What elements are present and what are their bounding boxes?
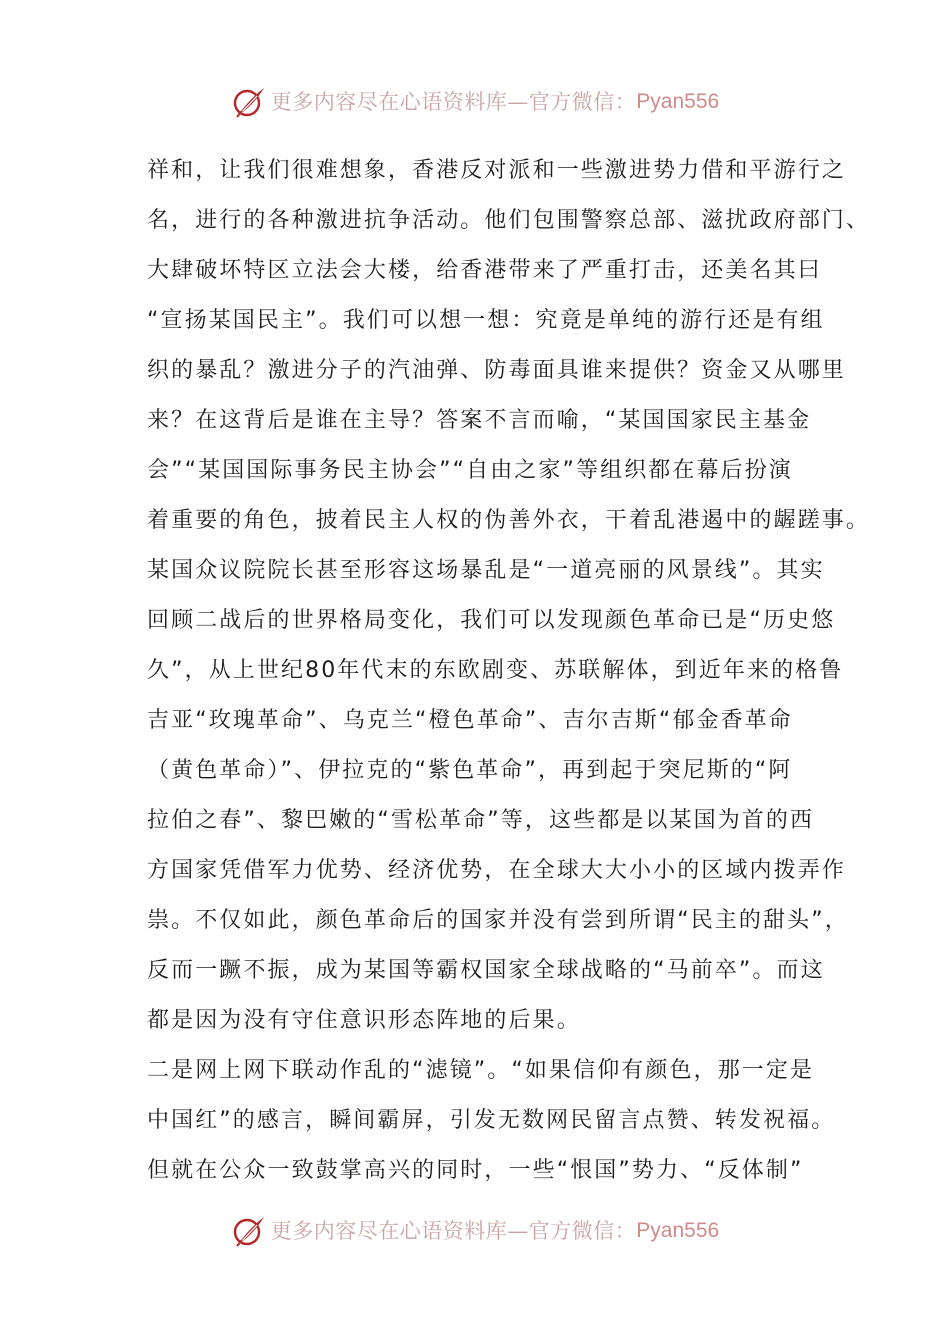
quill-logo-icon bbox=[231, 84, 267, 120]
body-line: 但就在公众一致鼓掌高兴的同时，一些“恨国”势力、“反体制” bbox=[147, 1158, 804, 1183]
body-line: 某国众议院院长甚至形容这场暴乱是“一道亮丽的风景线”。其实 bbox=[147, 558, 825, 583]
body-line: 来？在这背后是谁在主导？答案不言而喻，“某国国家民主基金 bbox=[147, 408, 812, 433]
body-line: 会”“某国国际事务民主协会”“自由之家”等组织都在幕后扮演 bbox=[147, 458, 793, 483]
banner-slogan: 更多内容尽在心语资料库 bbox=[270, 1219, 508, 1243]
banner-dash: — bbox=[507, 90, 529, 114]
footer-banner bbox=[0, 1211, 950, 1251]
body-line: 都是因为没有守住意识形态阵地的后果。 bbox=[147, 1008, 581, 1033]
document-body bbox=[147, 146, 871, 1196]
banner-wechat-label: 官方微信： bbox=[528, 1219, 637, 1243]
banner-dash: — bbox=[507, 1219, 529, 1243]
body-line: “宣扬某国民主”。我们可以想一想：究竟是单纯的游行还是有组 bbox=[147, 308, 825, 333]
banner-wechat-label: 官方微信： bbox=[528, 90, 637, 114]
banner-wechat-handle: Pyan556 bbox=[636, 1219, 720, 1242]
body-line: 大肆破坏特区立法会大楼，给香港带来了严重打击，还美名其曰 bbox=[147, 258, 822, 283]
quill-logo-icon bbox=[231, 1213, 267, 1249]
body-line: 织的暴乱？激进分子的汽油弹、防毒面具谁来提供？资金又从哪里 bbox=[147, 358, 846, 383]
body-line: 名，进行的各种激进抗争活动。他们包围警察总部、滋扰政府部门、 bbox=[147, 208, 871, 233]
body-line: 反而一蹶不振，成为某国等霸权国家全球战略的“马前卒”。而这 bbox=[147, 958, 825, 983]
body-line: 着重要的角色，披着民主人权的伪善外衣，干着乱港遏中的龌蹉事。 bbox=[147, 508, 871, 533]
body-line: 回顾二战后的世界格局变化，我们可以发现颜色革命已是“历史悠 bbox=[147, 608, 836, 633]
body-line: 二是网上网下联动作乱的“滤镜”。“如果信仰有颜色，那一定是 bbox=[147, 1058, 815, 1083]
banner-slogan: 更多内容尽在心语资料库 bbox=[270, 90, 508, 114]
body-line: 久”，从上世纪80年代末的东欧剧变、苏联解体，到近年来的格鲁 bbox=[147, 658, 844, 683]
body-line: 祥和，让我们很难想象，香港反对派和一些激进势力借和平游行之 bbox=[147, 158, 846, 183]
body-line: 中国红”的感言，瞬间霸屏，引发无数网民留言点赞、转发祝福。 bbox=[147, 1108, 836, 1133]
header-banner bbox=[0, 82, 950, 122]
body-line: 方国家凭借军力优势、经济优势，在全球大大小小的区域内拨弄作 bbox=[147, 858, 846, 883]
body-line: 祟。不仅如此，颜色革命后的国家并没有尝到所谓“民主的甜头”， bbox=[147, 908, 849, 933]
body-line: 吉亚“玫瑰革命”、乌克兰“橙色革命”、吉尔吉斯“郁金香革命 bbox=[147, 708, 793, 733]
body-line: 拉伯之春”、黎巴嫩的“雪松革命”等，这些都是以某国为首的西 bbox=[147, 808, 815, 833]
banner-wechat-handle: Pyan556 bbox=[636, 90, 720, 113]
body-line: （黄色革命）”、伊拉克的“紫色革命”，再到起于突尼斯的“阿 bbox=[147, 758, 793, 783]
